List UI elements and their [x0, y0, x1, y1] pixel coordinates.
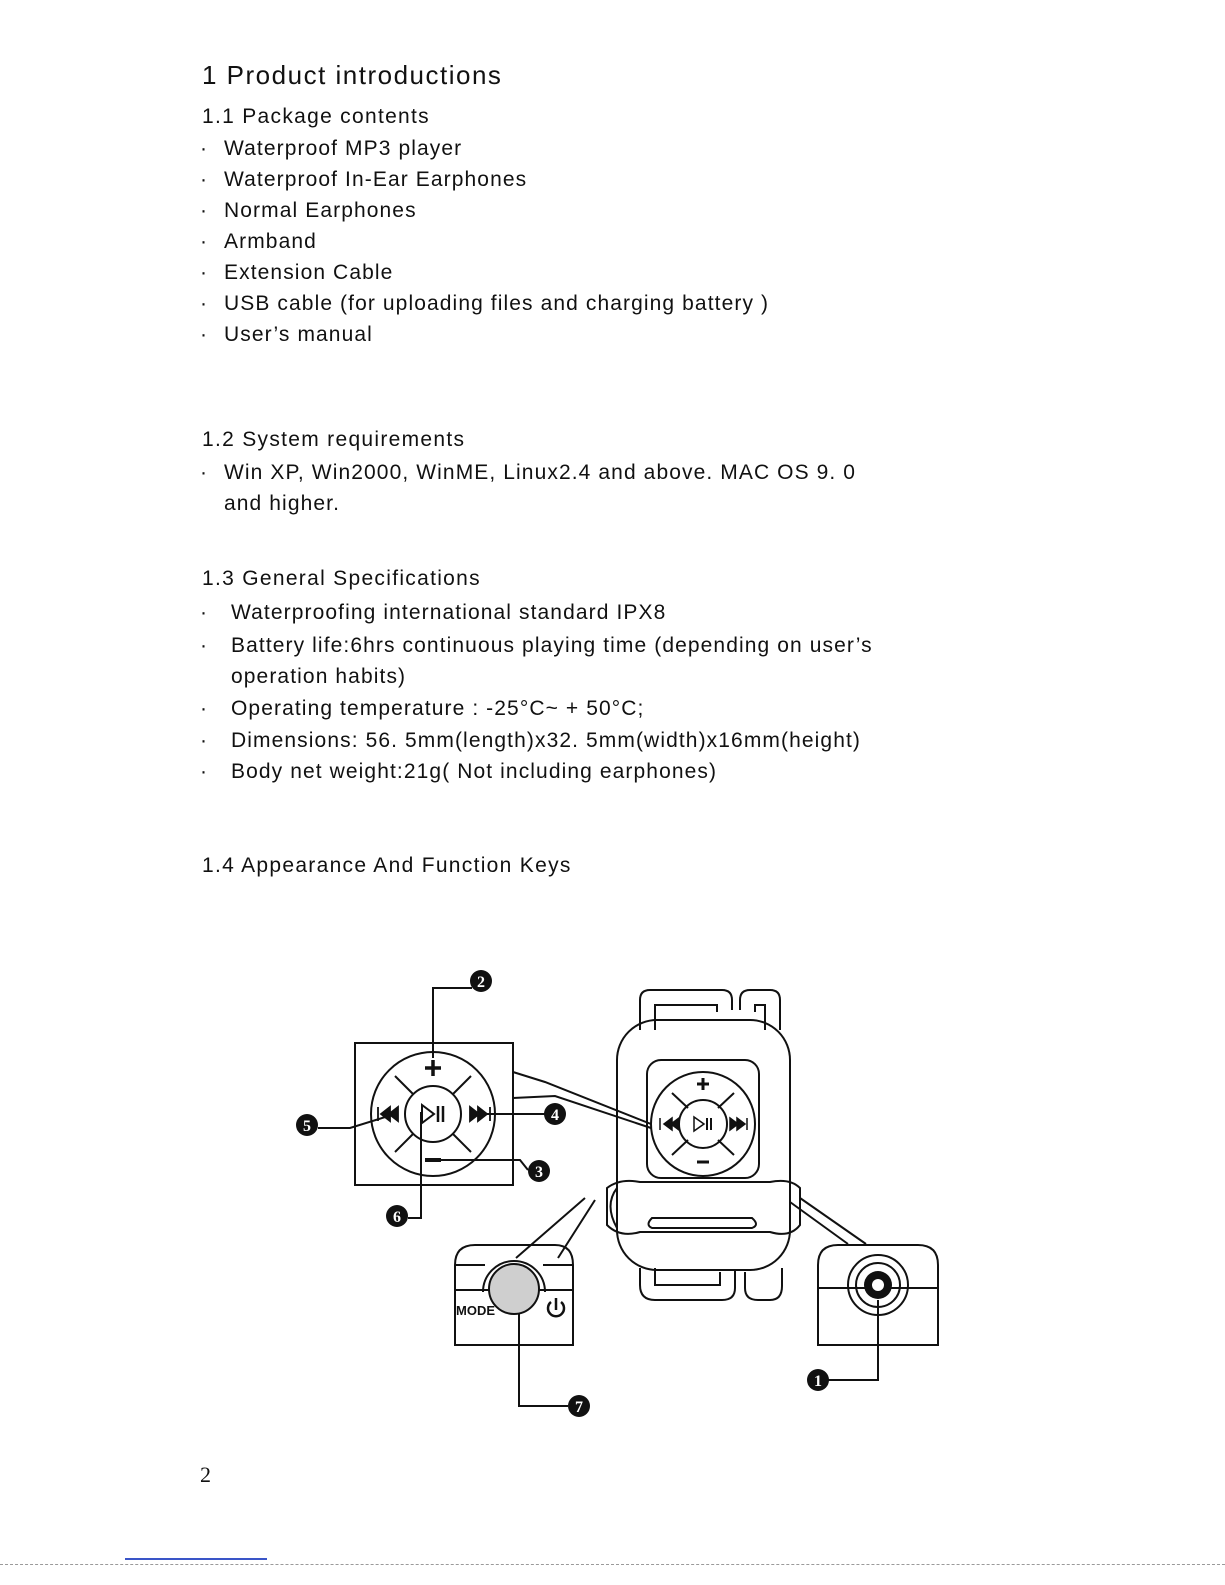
appearance-heading: 1.4 Appearance And Function Keys — [202, 854, 572, 877]
spec-item: Body net weight:21g( Not including earphones) — [231, 760, 718, 783]
next-icon — [470, 1107, 490, 1121]
page-number: 2 — [200, 1462, 211, 1487]
earphone-jack-detail — [790, 1198, 938, 1345]
list-item: Waterproof In-Ear Earphones — [224, 168, 528, 191]
spec-item: Operating temperature : -25°C~ + 50°C; — [231, 697, 645, 720]
list-item: Waterproof MP3 player — [224, 137, 463, 160]
callout-number: 5 — [303, 1118, 311, 1135]
mp3-player-body — [607, 990, 800, 1300]
callout-number: 1 — [814, 1373, 822, 1390]
system-requirements-text: Win XP, Win2000, WinME, Linux2.4 and above. MAC OS 9. 0 — [224, 461, 857, 484]
system-requirements-text-continued: and higher. — [224, 492, 341, 515]
list-item: Extension Cable — [224, 261, 394, 284]
play-pause-icon — [694, 1117, 704, 1131]
callout-6 — [386, 1205, 408, 1227]
bullet: · — [200, 261, 207, 284]
power-icon — [548, 1298, 564, 1316]
callout-number: 4 — [551, 1107, 559, 1124]
bullet: · — [200, 760, 207, 783]
bullet: · — [200, 230, 207, 253]
play-pause-icon — [422, 1105, 434, 1123]
bullet: · — [200, 697, 207, 720]
bullet: · — [200, 137, 207, 160]
callout-5 — [296, 1114, 318, 1136]
spec-item: Dimensions: 56. 5mm(length)x32. 5mm(width)x16mm(height) — [231, 729, 862, 752]
footer-link-underline — [125, 1558, 267, 1560]
bullet: · — [200, 323, 207, 346]
enlarged-pad-icons — [378, 1060, 490, 1160]
page-title: 1 Product introductions — [202, 60, 503, 90]
bullet: · — [200, 461, 207, 484]
system-requirements-heading: 1.2 System requirements — [202, 428, 466, 451]
callout-1 — [807, 1369, 829, 1391]
spec-item: Waterproofing international standard IPX8 — [231, 601, 667, 624]
plus-icon — [425, 1060, 441, 1076]
list-item: Normal Earphones — [224, 199, 417, 222]
bullet: · — [200, 729, 207, 752]
callout-3 — [528, 1160, 550, 1182]
bullet: · — [200, 634, 207, 657]
callout-number: 6 — [393, 1209, 401, 1226]
list-item: Armband — [224, 230, 317, 253]
earphone-jack-icon — [864, 1271, 892, 1299]
device-face-icons — [660, 1078, 747, 1162]
pause-bars-icon — [438, 1106, 443, 1122]
pause-bars-icon — [707, 1118, 711, 1130]
plus-icon — [697, 1078, 709, 1090]
general-specifications-heading: 1.3 General Specifications — [202, 567, 481, 590]
callout-4 — [544, 1103, 566, 1125]
callout-number: 3 — [535, 1164, 543, 1181]
list-item: User’s manual — [224, 323, 373, 346]
bullet: · — [200, 601, 207, 624]
mode-button — [489, 1264, 539, 1314]
callout-7 — [568, 1395, 590, 1417]
next-icon — [730, 1118, 747, 1130]
spec-item: Battery life:6hrs continuous playing time (depending on user’s — [231, 634, 873, 657]
package-contents-heading: 1.1 Package contents — [202, 105, 430, 128]
spec-item-continued: operation habits) — [231, 665, 407, 688]
callout-number: 2 — [477, 974, 485, 991]
previous-icon — [660, 1118, 679, 1130]
callout-2 — [470, 970, 492, 992]
bullet: · — [200, 199, 207, 222]
footer-divider — [0, 1564, 1225, 1565]
mode-label: MODE — [456, 1303, 495, 1318]
list-item: USB cable (for uploading files and charging battery ) — [224, 292, 770, 315]
bullet: · — [200, 292, 207, 315]
bullet: · — [200, 168, 207, 191]
callout-number: 7 — [575, 1399, 583, 1416]
